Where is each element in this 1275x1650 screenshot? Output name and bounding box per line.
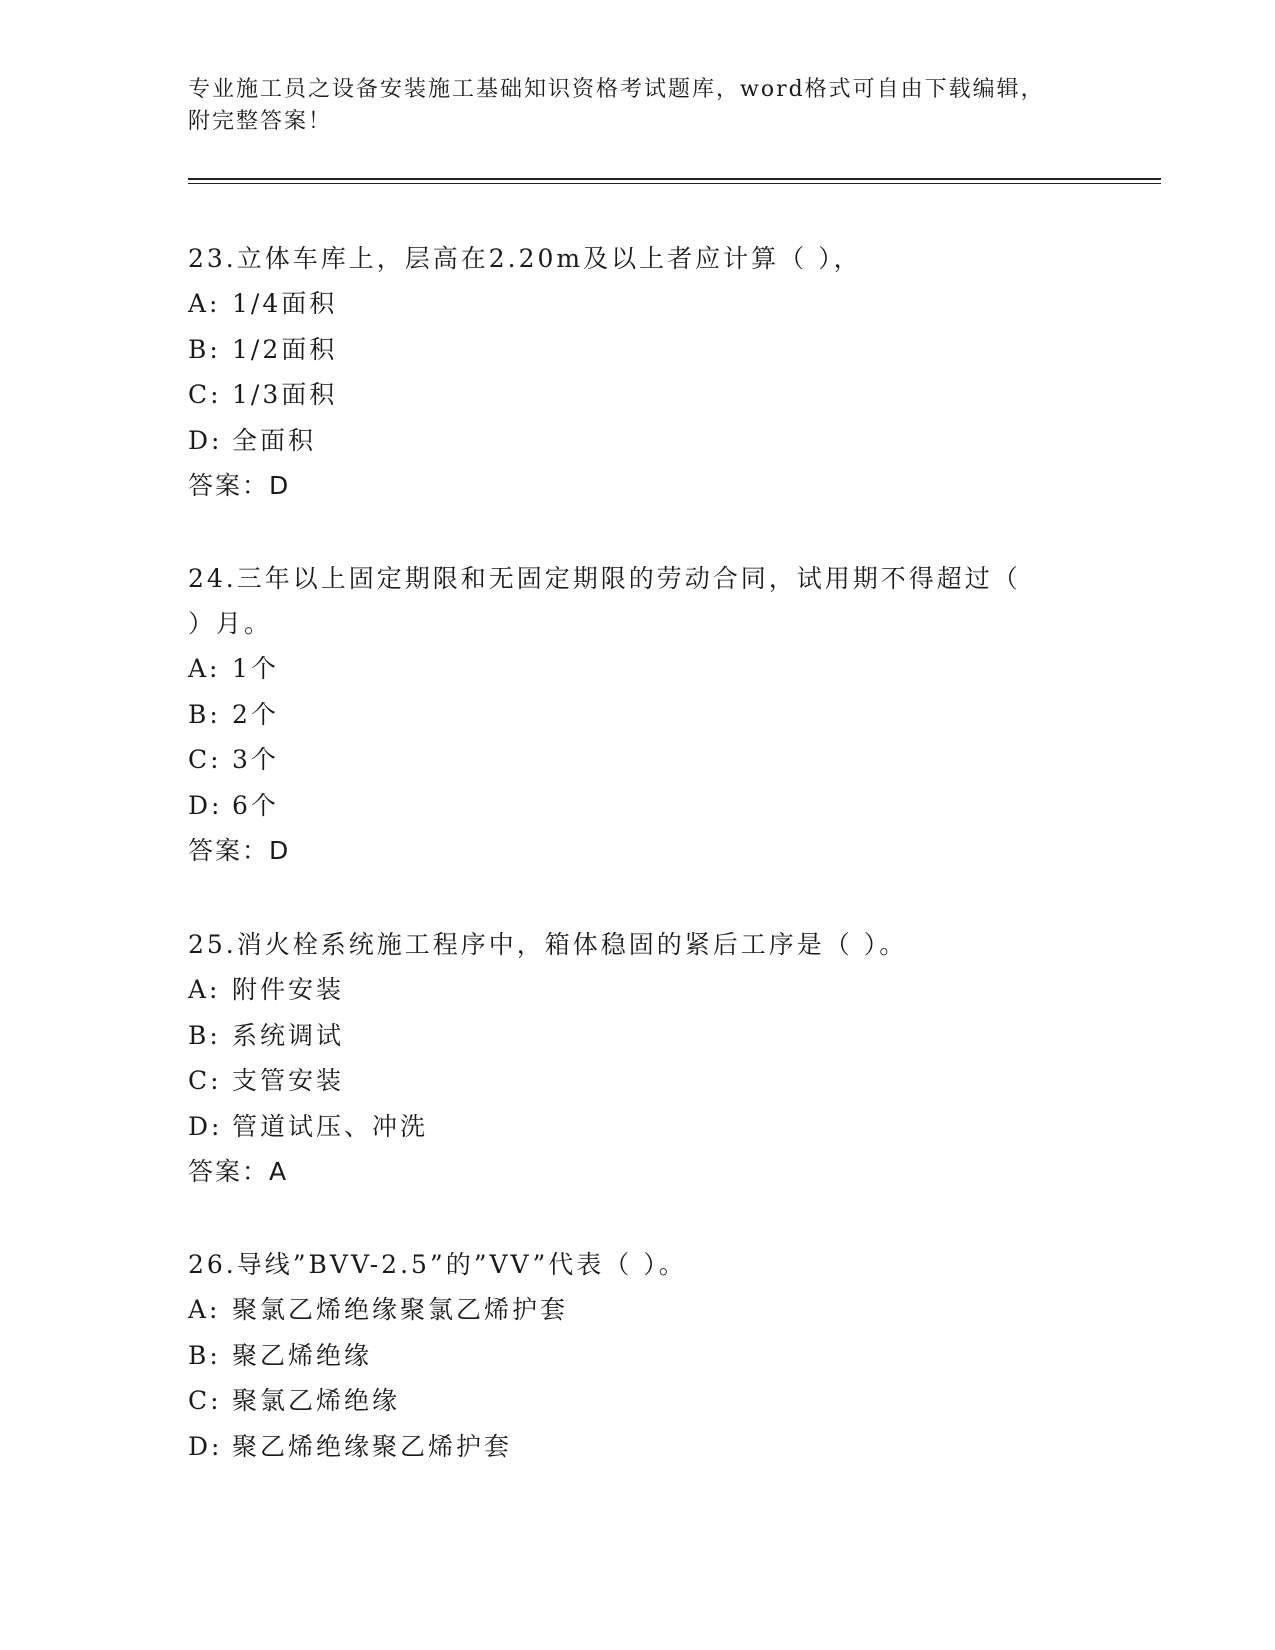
option-label: A: [188,1295,221,1324]
question-stem: 23.立体车库上，层高在2.20m及以上者应计算（ ）， [188,244,862,273]
option-b [188,1013,1088,1059]
option-text: 聚氯乙烯绝缘 [232,1386,401,1415]
option-text: 系统调试 [232,1020,345,1050]
option-b [188,1333,1088,1379]
option-d [188,1424,1088,1470]
answer: 答案：A [188,1157,289,1186]
option-c [188,737,1088,783]
option-d [188,1104,1088,1150]
option-text: 聚乙烯绝缘 [232,1340,373,1370]
option-label: D: [188,790,223,820]
option-c [188,1378,1088,1424]
option-b [188,692,1088,738]
header-divider-thick [188,178,1161,180]
header-line-2: 附完整答案！ [188,109,333,134]
answer: 答案：D [188,836,291,865]
option-b [188,327,1088,373]
question-23 [188,236,1088,509]
header-line-1: 专业施工员之设备安装施工基础知识资格考试题库，word格式可自由下载编辑， [188,77,1045,102]
option-label: A: [188,654,221,683]
question-stem-line-2: ）月。 [188,609,273,638]
option-d [188,783,1088,829]
option-label: C: [188,745,222,774]
option-text: 支管安装 [232,1066,345,1095]
option-text: 聚乙烯绝缘聚乙烯护套 [232,1431,513,1461]
question-25 [188,922,1088,1195]
option-c [188,1058,1088,1104]
option-text: 2个 [232,699,279,729]
option-label: A: [188,289,221,318]
option-label: D: [188,425,223,455]
header-divider-thin [188,183,1161,184]
option-label: B: [188,334,221,364]
option-label: A: [188,975,221,1004]
option-label: C: [188,380,222,409]
option-text: 1/4面积 [232,289,338,318]
option-label: D: [188,1111,223,1141]
option-text: 聚氯乙烯绝缘聚氯乙烯护套 [232,1295,569,1324]
option-label: C: [188,1066,222,1095]
option-label: B: [188,1340,221,1370]
option-text: 1/2面积 [232,334,338,364]
option-d [188,418,1088,464]
option-label: D: [188,1431,223,1461]
option-text: 附件安装 [232,975,345,1004]
option-a [188,1287,1088,1333]
option-a [188,967,1088,1013]
option-text: 3个 [232,745,279,774]
question-stem: 26.导线”BVV-2.5”的”VV”代表（ ）。 [188,1250,687,1279]
option-text: 管道试压、冲洗 [232,1111,429,1141]
option-label: B: [188,699,221,729]
option-label: C: [188,1386,222,1415]
option-text: 6个 [232,790,279,820]
option-label: B: [188,1020,221,1050]
option-a [188,646,1088,692]
answer: 答案：D [188,471,291,500]
question-stem-line-1: 24.三年以上固定期限和无固定期限的劳动合同，试用期不得超过（ [188,564,1021,593]
option-text: 全面积 [232,425,317,455]
option-text: 1/3面积 [232,380,338,409]
question-stem: 25.消火栓系统施工程序中，箱体稳固的紧后工序是（ ）。 [188,930,908,959]
document-header [188,74,1088,138]
option-text: 1个 [232,654,279,683]
option-a [188,281,1088,327]
question-26 [188,1242,1088,1469]
option-c [188,372,1088,418]
question-24 [188,556,1088,874]
